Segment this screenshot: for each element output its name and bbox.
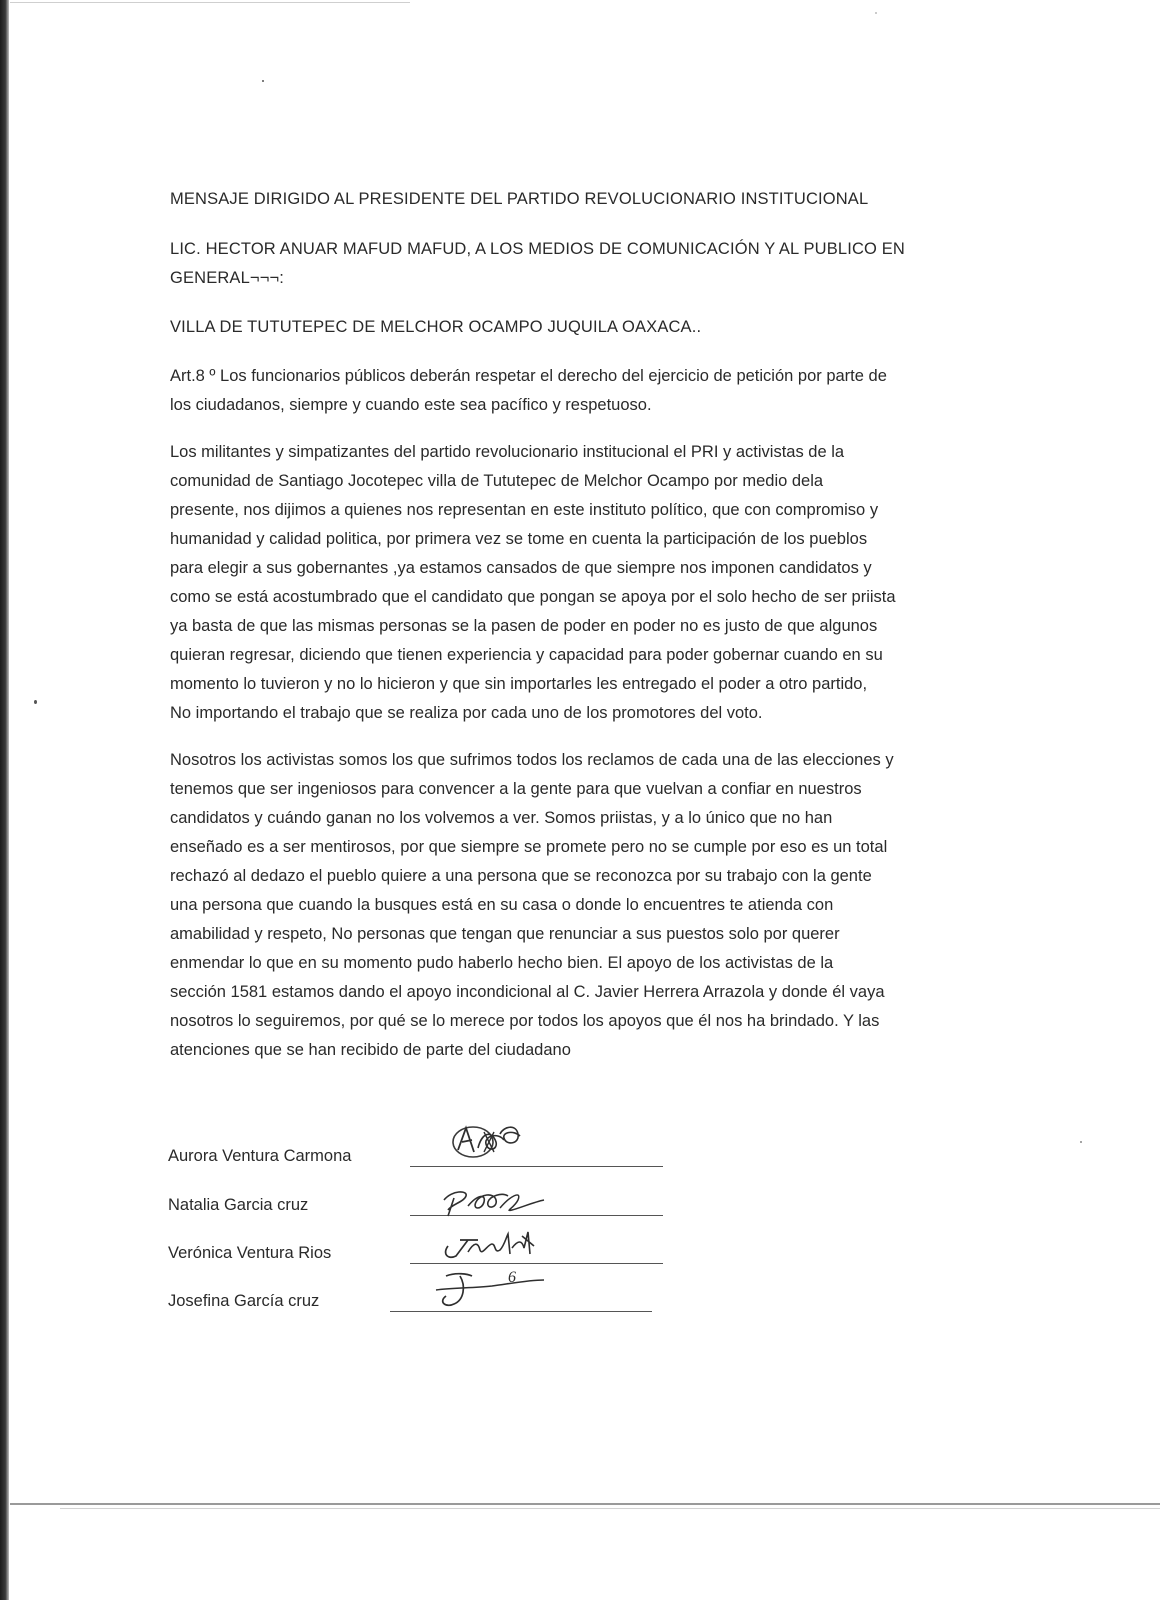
text-line: para elegir a sus gobernantes ,ya estamos cansados de que siempre nos imponen candidatos y <box>170 559 872 577</box>
text-line: enseñado es a ser mentirosos, por que siempre se promete pero no se cumple por eso es un total <box>170 838 888 856</box>
scan-speck <box>1080 1141 1082 1143</box>
text-line: como se está acostumbrado que el candidato que pongan se apoya por el solo hecho de ser priista <box>170 588 896 606</box>
text-line: amabilidad y respeto, No personas que tengan que renunciar a sus puestos solo por querer <box>170 925 840 943</box>
text-line: rechazó al dedazo el pueblo quiere a una persona que se reconozca por su trabajo con la gente <box>170 867 872 885</box>
header-line-1: MENSAJE DIRIGIDO AL PRESIDENTE DEL PARTIDO REVOLUCIONARIO INSTITUCIONAL <box>170 190 869 208</box>
text-line: Nosotros los activistas somos los que sufrimos todos los reclamos de cada una de las elecciones y <box>170 751 894 769</box>
scan-speck <box>262 80 264 82</box>
header-line-2: LIC. HECTOR ANUAR MAFUD MAFUD, A LOS MEDIOS DE COMUNICACIÓN Y AL PUBLICO EN <box>170 240 905 258</box>
location-line: VILLA DE TUTUTEPEC DE MELCHOR OCAMPO JUQUILA OAXACA.. <box>170 318 702 336</box>
body-paragraph-2 <box>170 746 1020 1065</box>
text-line: Art.8 º Los funcionarios públicos deberán respetar el derecho del ejercicio de petición por parte de <box>170 367 887 385</box>
text-line: ya basta de que las mismas personas se la pasen de poder en poder no es justo de que algunos <box>170 617 878 635</box>
scan-edge <box>0 0 9 1600</box>
text-line: enmendar lo que en su momento pudo haberlo hecho bien. El apoyo de los activistas de la <box>170 954 834 972</box>
handwritten-signature <box>438 1226 542 1266</box>
text-line: presente, nos dijimos a quienes nos representan en este instituto político, que con compromiso y <box>170 501 879 519</box>
signatory-name: Josefina García cruz <box>168 1292 320 1310</box>
signature-line <box>410 1166 663 1167</box>
text-line: Los militantes y simpatizantes del partido revolucionario institucional el PRI y activistas de la <box>170 443 845 461</box>
scan-speck <box>875 12 877 14</box>
signatory-name: Natalia Garcia cruz <box>168 1196 309 1214</box>
text-line: humanidad y calidad politica, por primera vez se tome en cuenta la participación de los pueblos <box>170 530 868 548</box>
scan-top-line <box>10 2 410 3</box>
signatory-name: Verónica Ventura Rios <box>168 1244 332 1262</box>
header-line-3: GENERAL¬¬¬: <box>170 269 284 287</box>
text-line: sección 1581 estamos dando el apoyo incondicional al C. Javier Herrera Arrazola y donde él vaya <box>170 983 885 1001</box>
scan-bottom-rule <box>60 1508 1160 1509</box>
handwritten-signature <box>438 1186 550 1220</box>
scan-speck <box>34 700 37 704</box>
handwritten-signature <box>432 1266 552 1310</box>
scan-bottom-rule <box>10 1503 1160 1505</box>
text-line: quieran regresar, diciendo que tienen experiencia y capacidad para poder gobernar cuando en su <box>170 646 883 664</box>
handwritten-signature <box>448 1120 538 1166</box>
text-line: atenciones que se han recibido de parte del ciudadano <box>170 1041 571 1059</box>
article-paragraph <box>170 362 1020 420</box>
body-paragraph-1 <box>170 438 1020 728</box>
text-line: una persona que cuando la busques está en su casa o donde lo encuentres te atienda con <box>170 896 834 914</box>
signature-mark-digit: 6 <box>508 1269 516 1286</box>
text-line: No importando el trabajo que se realiza por cada uno de los promotores del voto. <box>170 704 763 722</box>
text-line: candidatos y cuándo ganan no los volvemos a ver. Somos priistas, y a lo único que no han <box>170 809 833 827</box>
text-line: comunidad de Santiago Jocotepec villa de Tututepec de Melchor Ocampo por medio dela <box>170 472 824 490</box>
text-line: tenemos que ser ingeniosos para convencer a la gente para que vuelvan a confiar en nuestros <box>170 780 862 798</box>
text-line: nosotros lo seguiremos, por qué se lo merece por todos los apoyos que él nos ha brindado. Y las <box>170 1012 880 1030</box>
signature-line <box>390 1311 652 1312</box>
text-line: momento lo tuvieron y no lo hicieron y que sin importarles les entregado el poder a otro partido, <box>170 675 868 693</box>
signatory-name: Aurora Ventura Carmona <box>168 1147 352 1165</box>
text-line: los ciudadanos, siempre y cuando este sea pacífico y respetuoso. <box>170 396 652 414</box>
